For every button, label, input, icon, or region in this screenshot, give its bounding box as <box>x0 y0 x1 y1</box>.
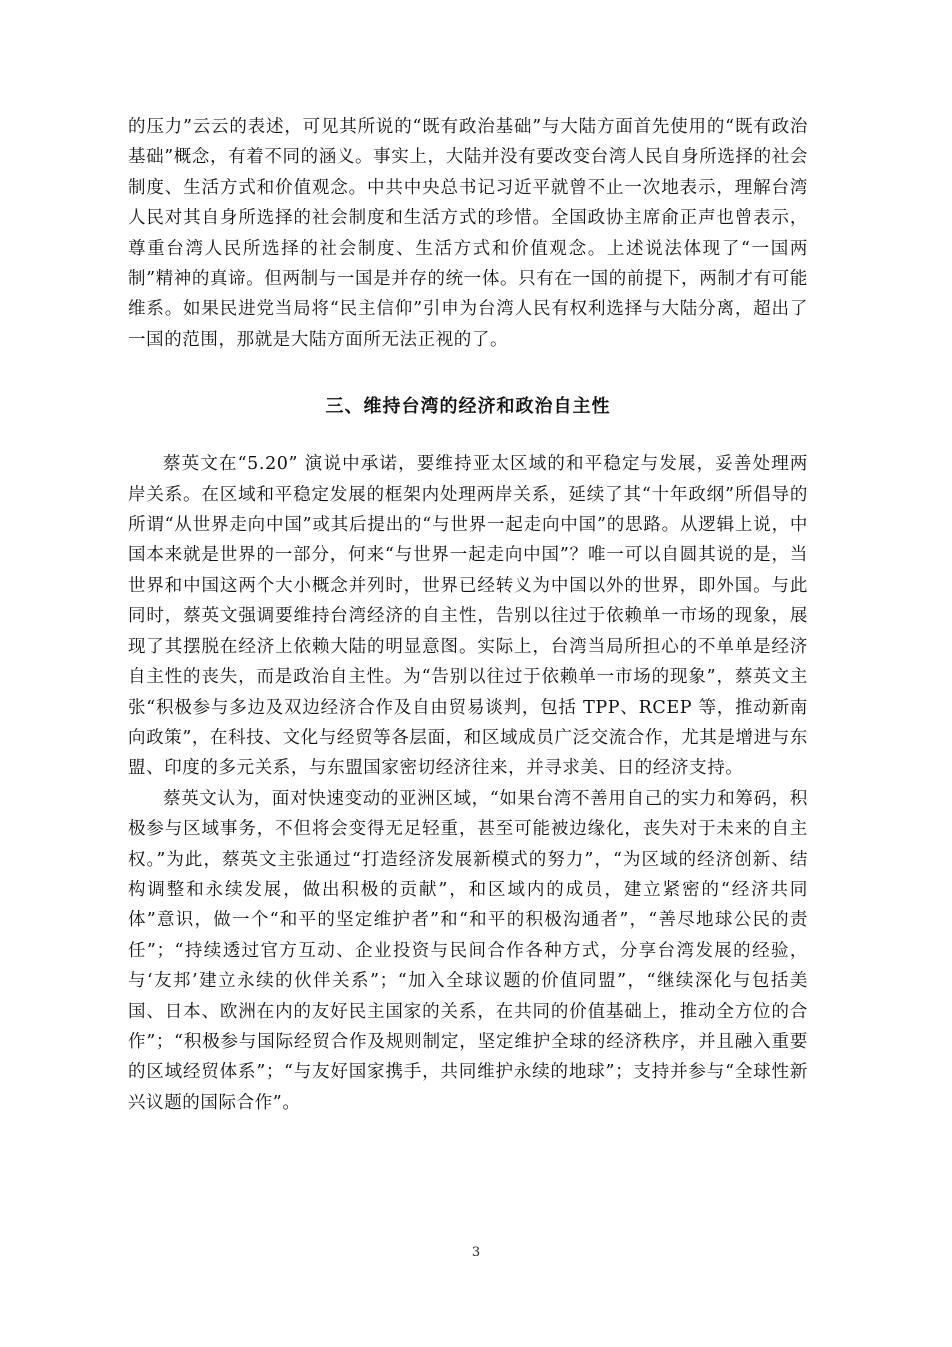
section-heading: 三、维持台湾的经济和政治自主性 <box>325 396 611 418</box>
body-paragraph-2: 蔡英文认为，面对快速变动的亚洲区域，“如果台湾不善用自己的实力和筹码，积极参与区域事务，不但将会变得无足轻重，甚至可能被边缘化，丧失对于未来的自主权。”为此，蔡英文主张通过“打造经济发展新模式的努力”，“为区域的经济创新、结构调整和永续发展，做出积极的贡献”，和区域内的成员，建立紧密的“经济共同体”意识，做一个“和平的坚定维护者”和“和平的积极沟通者”，“善尽地球公民的责任”；“持续透过官方互动、企业投资与民间合作各种方式，分享台湾发展的经验，与‘友邦’建立永续的伙伴关系”；“加入全球议题的价值同盟”，“继续深化与包括美国、日本、欧洲在内的友好民主国家的关系，在共同的价值基础上，推动全方位的合作”；“积极参与国际经贸合作及规则制定，坚定维护全球的经济秩序，并且融入重要的区域经贸体系”；“与友好国家携手，共同维护永续的地球”；支持并参与“全球性新兴议题的国际合作”。 <box>128 788 808 1113</box>
page-number: 3 <box>471 1245 481 1260</box>
intro-paragraph: 的压力”云云的表述，可见其所说的“既有政治基础”与大陆方面首先使用的“既有政治基础”概念，有着不同的涵义。事实上，大陆并没有要改变台湾人民自身所选择的社会制度、生活方式和价值观念。中共中央总书记习近平就曾不止一次地表示，理解台湾人民对其自身所选择的社会制度和生活方式的珍惜。全国政协主席俞正声也曾表示，尊重台湾人民所选择的社会制度、生活方式和价值观念。上述说法体现了“一国两制”精神的真谛。但两制与一国是并存的统一体。只有在一国的前提下，两制才有可能维系。如果民进党当局将“民主信仰”引申为台湾人民有权利选择与大陆分离，超出了一国的范围，那就是大陆方面所无法正视的了。 <box>128 117 808 350</box>
page-body <box>128 112 808 1118</box>
body-paragraph-1: 蔡英文在“5.20” 演说中承诺，要维持亚太区域的和平稳定与发展，妥善处理两岸关系。在区域和平稳定发展的框架内处理两岸关系，延续了其“十年政纲”所倡导的所谓“从世界走向中国”或其后提出的“与世界一起走向中国”的思路。从逻辑上说，中国本来就是世界的一部分，何来“与世界一起走向中国”？唯一可以自圆其说的是，当世界和中国这两个大小概念并列时，世界已经转义为中国以外的世界，即外国。与此同时，蔡英文强调要维持台湾经济的自主性，告别以往过于依赖单一市场的现象，展现了其摆脱在经济上依赖大陆的明显意图。实际上，台湾当局所担心的不单单是经济自主性的丧失，而是政治自主性。为“告别以往过于依赖单一市场的现象”，蔡英文主张“积极参与多边及双边经济合作及自由贸易谈判，包括 TPP、RCEP 等，推动新南向政策”，在科技、文化与经贸等各层面，和区域成员广泛交流合作，尤其是增进与东盟、印度的多元关系，与东盟国家密切经济往来，并寻求美、日的经济支持。 <box>128 454 808 779</box>
